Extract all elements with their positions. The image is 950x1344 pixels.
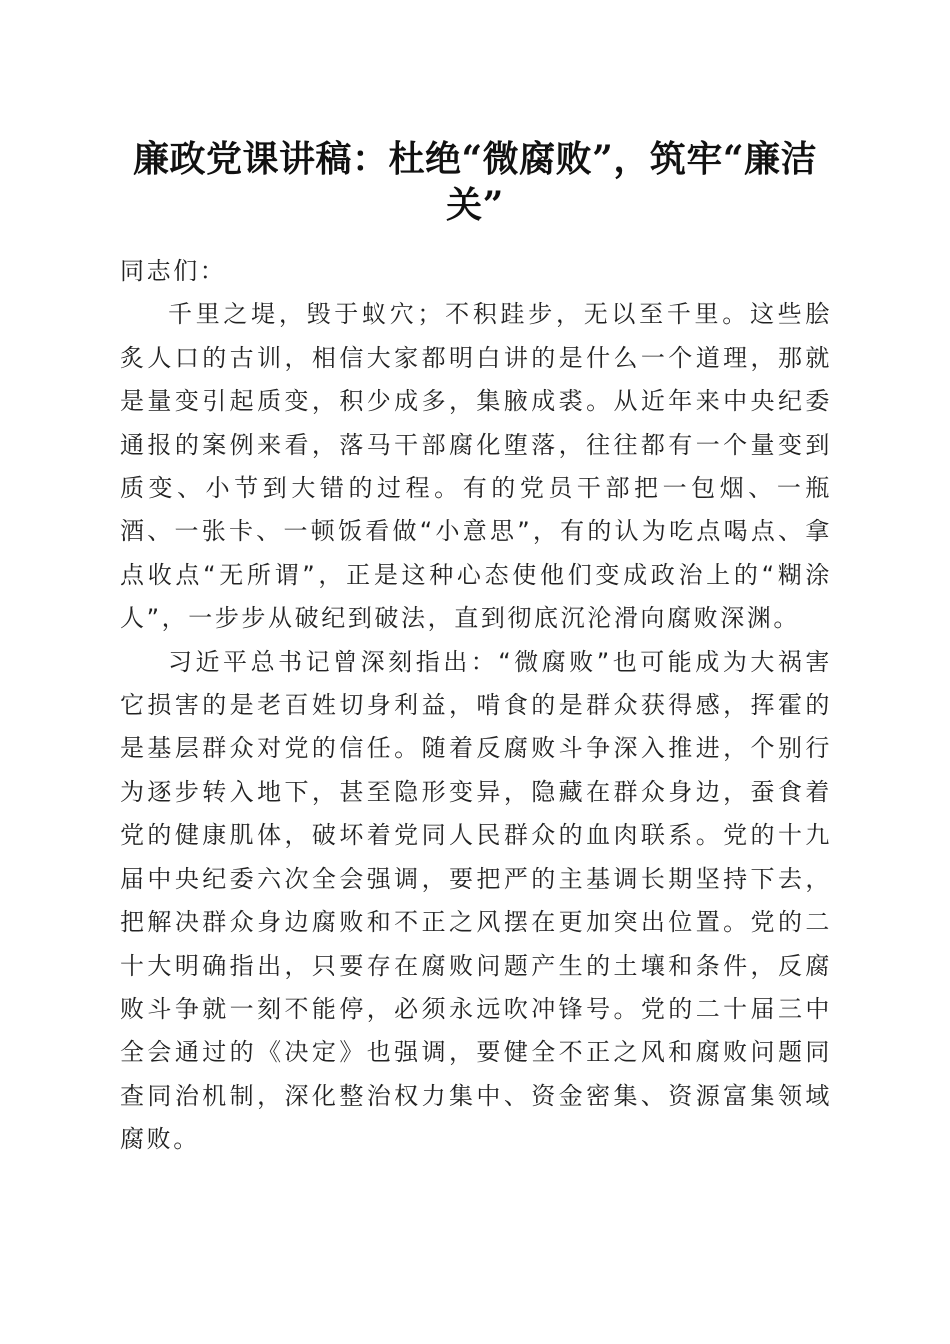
paragraph: 习近平总书记曾深刻指出：“微腐败”也可能成为大祸害它损害的是老百姓切身利益，啃食的是群众获得感，挥霍的是基层群众对党的信任。随着反腐败斗争深入推进，个别行为逐步转入地下，甚至隐形变异，隐藏在群众身边，蚕食着党的健康肌体，破坏着党同人民群众的血肉联系。党的十九届中央纪委六次全会强调，要把严的主基调长期坚持下去，把解决群众身边腐败和不正之风摆在更加突出位置。党的二十大明确指出，只要存在腐败问题产生的土壤和条件，反腐败斗争就一刻不能停，必须永远吹冲锋号。党的二十届三中全会通过的《决定》也强调，要健全不正之风和腐败问题同查同治机制，深化整治权力集中、资金密集、资源富集领域腐败。 xyxy=(120,647,832,1154)
paragraph: 千里之堤，毁于蚁穴；不积跬步，无以至千里。这些脍炙人口的古训，相信大家都明白讲的是什么一个道理，那就是量变引起质变，积少成多，集腋成裘。从近年来中央纪委通报的案例来看，落马干部腐化堕落，往往都有一个量变到质变、小节到大错的过程。有的党员干部把一包烟、一瓶酒、一张卡、一顿饭看做“小意思”，有的认为吃点喝点、拿点收点“无所谓”，正是这种心态使他们变成政治上的“糊涂人”，一步步从破纪到破法，直到彻底沉沦滑向腐败深渊。 xyxy=(120,300,832,633)
document-body xyxy=(120,250,832,1162)
salutation: 同志们： xyxy=(120,257,227,285)
document-title: 廉政党课讲稿：杜绝“微腐败”，筑牢“廉洁关” xyxy=(132,138,818,226)
